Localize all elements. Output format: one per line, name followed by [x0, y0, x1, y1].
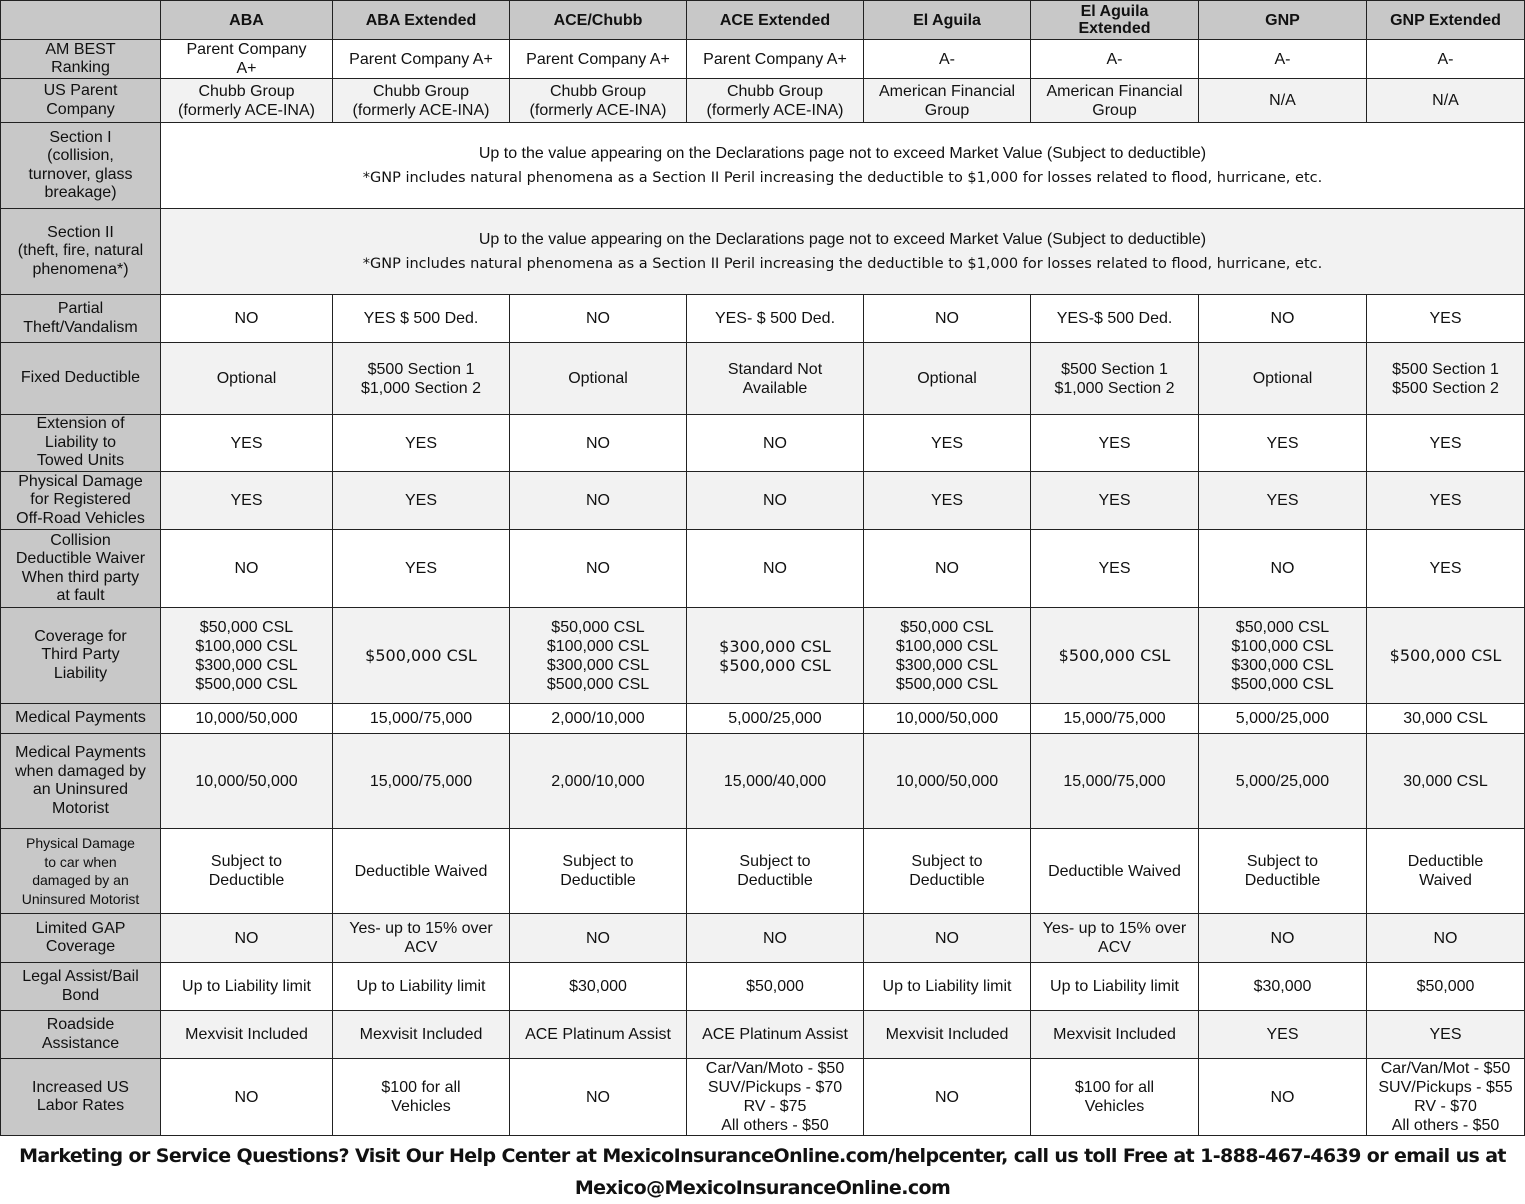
value-cell: $300,000 CSL $500,000 CSL	[687, 608, 864, 704]
header-company: El Aguila Extended	[1031, 1, 1199, 40]
value-cell: $500,000 CSL	[1031, 608, 1199, 704]
row-medical-uninsured	[1, 734, 1525, 829]
row-label: Coverage for Third Party Liability	[1, 608, 161, 704]
row-us-parent	[1, 79, 1525, 123]
value-cell: NO	[161, 1059, 333, 1136]
value-cell: YES	[333, 472, 510, 530]
row-label: Physical Damage for Registered Off-Road Vehicles	[1, 472, 161, 530]
row-collision-waiver	[1, 530, 1525, 608]
value-cell: YES	[333, 415, 510, 472]
value-cell: Subject to Deductible	[864, 829, 1031, 914]
value-cell: $50,000 CSL $100,000 CSL $300,000 CSL $500,000 CSL	[161, 608, 333, 704]
value-cell: NO	[510, 472, 687, 530]
value-cell: 2,000/10,000	[510, 734, 687, 829]
value-cell: YES	[161, 472, 333, 530]
value-cell: Mexvisit Included	[161, 1011, 333, 1059]
gnp-note: *GNP includes natural phenomena as a Section II Peril increasing the deductible to $1,000 for losses related to flood, hurricane, etc.	[362, 169, 1323, 186]
value-cell: $500,000 CSL	[1367, 608, 1525, 704]
value-cell: $500,000 CSL	[333, 608, 510, 704]
value-cell: A-	[1031, 40, 1199, 79]
value-cell: NO	[1199, 295, 1367, 343]
value-cell: NO	[687, 415, 864, 472]
value-cell: $50,000	[1367, 963, 1525, 1011]
value-cell: ACE Platinum Assist	[510, 1011, 687, 1059]
row-label: Legal Assist/Bail Bond	[1, 963, 161, 1011]
value-cell: N/A	[1199, 79, 1367, 123]
header-company: ABA Extended	[333, 1, 510, 40]
row-partial-theft	[1, 295, 1525, 343]
value-cell: Deductible Waived	[1367, 829, 1525, 914]
value-cell: NO	[510, 295, 687, 343]
row-extension-towed	[1, 415, 1525, 472]
value-cell: ACE Platinum Assist	[687, 1011, 864, 1059]
row-label: Partial Theft/Vandalism	[1, 295, 161, 343]
header-company: GNP	[1199, 1, 1367, 40]
value-cell: NO	[510, 914, 687, 963]
value-cell: NO	[1199, 914, 1367, 963]
row-section1	[1, 123, 1525, 209]
value-cell: NO	[1199, 530, 1367, 608]
value-cell: 15,000/40,000	[687, 734, 864, 829]
row-label: Medical Payments when damaged by an Uninsured Motorist	[1, 734, 161, 829]
value-cell: Subject to Deductible	[687, 829, 864, 914]
value-cell: YES	[1199, 1011, 1367, 1059]
value-cell: YES	[1031, 472, 1199, 530]
row-am-best	[1, 40, 1525, 79]
value-cell: American Financial Group	[864, 79, 1031, 123]
header-company: ABA	[161, 1, 333, 40]
row-label: Section I (collision, turnover, glass breakage)	[1, 123, 161, 209]
value-cell: American Financial Group	[1031, 79, 1199, 123]
value-cell: $50,000 CSL $100,000 CSL $300,000 CSL $500,000 CSL	[510, 608, 687, 704]
row-label: Extension of Liability to Towed Units	[1, 415, 161, 472]
value-cell: Subject to Deductible	[161, 829, 333, 914]
value-cell: NO	[510, 415, 687, 472]
value-cell: Optional	[864, 343, 1031, 415]
value-cell: Mexvisit Included	[1031, 1011, 1199, 1059]
value-cell: $30,000	[1199, 963, 1367, 1011]
row-off-road	[1, 472, 1525, 530]
row-label: Section II (theft, fire, natural phenomena*)	[1, 209, 161, 295]
value-cell: YES	[161, 415, 333, 472]
value-cell: Standard Not Available	[687, 343, 864, 415]
row-label: Limited GAP Coverage	[1, 914, 161, 963]
gnp-note: *GNP includes natural phenomena as a Section II Peril increasing the deductible to $1,000 for losses related to flood, hurricane, etc.	[362, 255, 1323, 272]
row-label: AM BEST Ranking	[1, 40, 161, 79]
row-label: Medical Payments	[1, 704, 161, 734]
value-cell: NO	[687, 472, 864, 530]
value-cell: YES	[1367, 1011, 1525, 1059]
row-section2	[1, 209, 1525, 295]
value-cell: NO	[510, 1059, 687, 1136]
value-cell: YES	[1199, 415, 1367, 472]
value-cell: Yes- up to 15% over ACV	[1031, 914, 1199, 963]
value-cell: Chubb Group (formerly ACE-INA)	[333, 79, 510, 123]
row-gap	[1, 914, 1525, 963]
value-cell: Optional	[510, 343, 687, 415]
value-cell: NO	[864, 914, 1031, 963]
value-cell: $500 Section 1 $1,000 Section 2	[1031, 343, 1199, 415]
value-cell: NO	[161, 295, 333, 343]
value-cell: Parent Company A+	[687, 40, 864, 79]
value-cell: Up to Liability limit	[333, 963, 510, 1011]
value-cell: NO	[161, 914, 333, 963]
value-cell: Deductible Waived	[1031, 829, 1199, 914]
value-cell: 15,000/75,000	[1031, 734, 1199, 829]
value-cell: Up to Liability limit	[864, 963, 1031, 1011]
value-cell: NO	[687, 914, 864, 963]
value-cell: Chubb Group (formerly ACE-INA)	[687, 79, 864, 123]
value-cell: 10,000/50,000	[864, 734, 1031, 829]
merged-coverage-cell	[161, 209, 1525, 295]
value-cell: 10,000/50,000	[161, 704, 333, 734]
value-cell: YES- $ 500 Ded.	[687, 295, 864, 343]
value-cell: Chubb Group (formerly ACE-INA)	[161, 79, 333, 123]
value-cell: Car/Van/Mot - $50 SUV/Pickups - $55 RV - $70 All others - $50	[1367, 1059, 1525, 1136]
value-cell: 30,000 CSL	[1367, 704, 1525, 734]
value-cell: YES-$ 500 Ded.	[1031, 295, 1199, 343]
merged-coverage-cell	[161, 123, 1525, 209]
row-label: Roadside Assistance	[1, 1011, 161, 1059]
value-cell: NO	[510, 530, 687, 608]
value-cell: Subject to Deductible	[1199, 829, 1367, 914]
value-cell: YES	[1367, 295, 1525, 343]
value-cell: YES	[1367, 415, 1525, 472]
value-cell: YES	[864, 472, 1031, 530]
value-cell: A-	[1199, 40, 1367, 79]
value-cell: YES	[1367, 472, 1525, 530]
value-cell: 5,000/25,000	[687, 704, 864, 734]
value-cell: 5,000/25,000	[1199, 734, 1367, 829]
footer-line-2: Mexico@MexicoInsuranceOnline.com	[574, 1177, 951, 1199]
value-cell: Parent Company A+	[161, 40, 333, 79]
value-cell: Parent Company A+	[333, 40, 510, 79]
header-corner	[1, 1, 161, 40]
value-cell: Optional	[161, 343, 333, 415]
value-cell: A-	[864, 40, 1031, 79]
value-cell: N/A	[1367, 79, 1525, 123]
header-company: ACE/Chubb	[510, 1, 687, 40]
value-cell: 15,000/75,000	[333, 734, 510, 829]
row-medical	[1, 704, 1525, 734]
header-company: ACE Extended	[687, 1, 864, 40]
value-cell: 10,000/50,000	[161, 734, 333, 829]
value-cell: Car/Van/Moto - $50 SUV/Pickups - $70 RV - $75 All others - $50	[687, 1059, 864, 1136]
value-cell: YES	[1031, 415, 1199, 472]
value-cell: Yes- up to 15% over ACV	[333, 914, 510, 963]
value-cell: Parent Company A+	[510, 40, 687, 79]
value-cell: NO	[864, 295, 1031, 343]
header-company: GNP Extended	[1367, 1, 1525, 40]
value-cell: $500 Section 1 $500 Section 2	[1367, 343, 1525, 415]
value-cell: Mexvisit Included	[333, 1011, 510, 1059]
value-cell: A-	[1367, 40, 1525, 79]
value-cell: Up to Liability limit	[161, 963, 333, 1011]
row-label: US Parent Company	[1, 79, 161, 123]
footer-contact	[0, 1140, 1525, 1204]
value-cell: $100 for all Vehicles	[1031, 1059, 1199, 1136]
header-company: El Aguila	[864, 1, 1031, 40]
value-cell: Subject to Deductible	[510, 829, 687, 914]
value-cell: $500 Section 1 $1,000 Section 2	[333, 343, 510, 415]
row-fixed-deductible	[1, 343, 1525, 415]
value-cell: Up to Liability limit	[1031, 963, 1199, 1011]
row-roadside	[1, 1011, 1525, 1059]
value-cell: Deductible Waived	[333, 829, 510, 914]
value-cell: 10,000/50,000	[864, 704, 1031, 734]
value-cell: YES	[333, 530, 510, 608]
coverage-description: Up to the value appearing on the Declarations page not to exceed Market Value (Subject to deductible)	[478, 230, 1207, 248]
value-cell: NO	[161, 530, 333, 608]
value-cell: YES	[1031, 530, 1199, 608]
row-physical-uninsured	[1, 829, 1525, 914]
row-label: Fixed Deductible	[1, 343, 161, 415]
value-cell: NO	[1367, 914, 1525, 963]
value-cell: 15,000/75,000	[1031, 704, 1199, 734]
row-third-party	[1, 608, 1525, 704]
value-cell: 30,000 CSL	[1367, 734, 1525, 829]
value-cell: $50,000	[687, 963, 864, 1011]
value-cell: YES	[1199, 472, 1367, 530]
value-cell: YES	[1367, 530, 1525, 608]
value-cell: NO	[864, 530, 1031, 608]
value-cell: Chubb Group (formerly ACE-INA)	[510, 79, 687, 123]
value-cell: $30,000	[510, 963, 687, 1011]
value-cell: NO	[864, 1059, 1031, 1136]
value-cell: NO	[1199, 1059, 1367, 1136]
coverage-description: Up to the value appearing on the Declarations page not to exceed Market Value (Subject to deductible)	[478, 144, 1207, 162]
value-cell: YES $ 500 Ded.	[333, 295, 510, 343]
header-row	[1, 1, 1525, 40]
row-labor	[1, 1059, 1525, 1136]
value-cell: Mexvisit Included	[864, 1011, 1031, 1059]
value-cell: YES	[864, 415, 1031, 472]
value-cell: $50,000 CSL $100,000 CSL $300,000 CSL $500,000 CSL	[1199, 608, 1367, 704]
value-cell: $50,000 CSL $100,000 CSL $300,000 CSL $500,000 CSL	[864, 608, 1031, 704]
row-label: Increased US Labor Rates	[1, 1059, 161, 1136]
value-cell: Optional	[1199, 343, 1367, 415]
footer-line-1: Marketing or Service Questions? Visit Our Help Center at MexicoInsuranceOnline.com/helpcenter, call us toll Free at 1-888-467-4639 or email us at	[19, 1145, 1506, 1167]
value-cell: NO	[687, 530, 864, 608]
value-cell: 5,000/25,000	[1199, 704, 1367, 734]
value-cell: 15,000/75,000	[333, 704, 510, 734]
row-legal	[1, 963, 1525, 1011]
value-cell: 2,000/10,000	[510, 704, 687, 734]
value-cell: $100 for all Vehicles	[333, 1059, 510, 1136]
row-label: Collision Deductible Waiver When third party at fault	[1, 530, 161, 608]
row-label: Physical Damage to car when damaged by an Uninsured Motorist	[1, 829, 161, 914]
